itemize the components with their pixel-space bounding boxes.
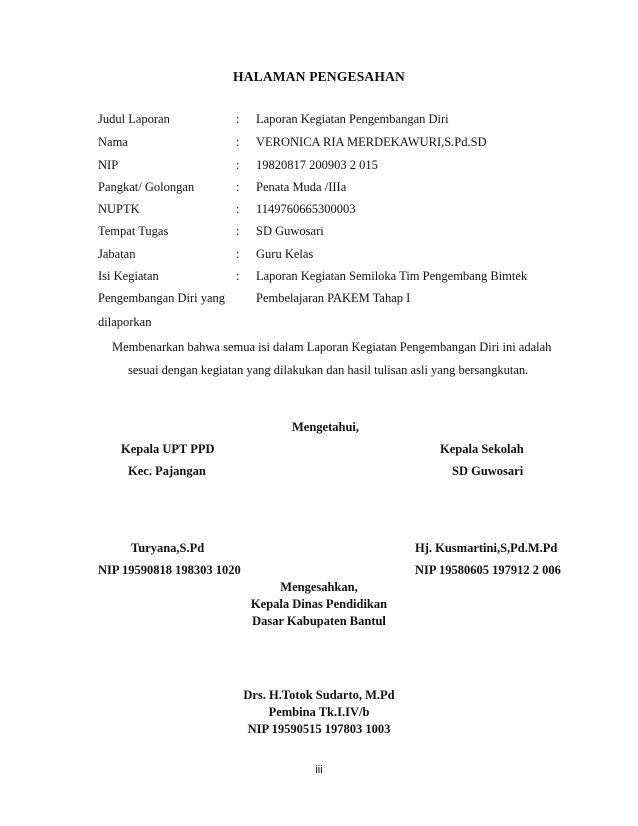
- field-value: Laporan Kegiatan Semiloka Tim Pengembang Bimtek: [256, 269, 528, 283]
- statement-line-2: sesuai dengan kegiatan yang dilakukan dan hasil tulisan asli yang bersangkutan.: [128, 363, 529, 377]
- field-label: dilaporkan: [98, 315, 152, 329]
- field-colon: :: [236, 247, 240, 261]
- field-label: Judul Laporan: [98, 112, 170, 126]
- field-colon: :: [236, 202, 240, 216]
- page-number: iii: [315, 764, 323, 776]
- field-label: Jabatan: [98, 247, 136, 261]
- right-signer-title: Kepala Sekolah: [440, 442, 524, 456]
- field-value: Guru Kelas: [256, 247, 314, 261]
- field-value: VERONICA RIA MERDEKAWURI,S.Pd.SD: [256, 135, 487, 149]
- left-signer-nip: NIP 19590818 198303 1020: [98, 563, 241, 577]
- center-signer-name: Drs. H.Totok Sudarto, M.Pd: [243, 688, 395, 702]
- left-signer-title: Kepala UPT PPD: [121, 442, 215, 456]
- field-value: SD Guwosari: [256, 224, 324, 238]
- field-value: Penata Muda /IIIa: [256, 180, 347, 194]
- field-colon: :: [236, 269, 240, 283]
- field-label: Isi Kegiatan: [98, 269, 159, 283]
- field-value: 1149760665300003: [256, 202, 356, 216]
- mengetahui-label: Mengetahui,: [292, 420, 360, 434]
- right-signer-nip: NIP 19580605 197912 2 006: [415, 563, 561, 577]
- field-value: Pembelajaran PAKEM Tahap I: [256, 291, 411, 305]
- center-signer-office: Dasar Kabupaten Bantul: [252, 614, 386, 628]
- field-colon: :: [236, 224, 240, 238]
- field-colon: :: [236, 158, 240, 172]
- right-signer-name: Hj. Kusmartini,S,Pd.M.Pd: [415, 541, 558, 555]
- statement-line-1: Membenarkan bahwa semua isi dalam Laporan Kegiatan Pengembangan Diri ini adalah: [112, 340, 552, 354]
- left-signer-office: Kec. Pajangan: [128, 464, 206, 478]
- center-signer-nip: NIP 19590515 197803 1003: [247, 722, 391, 736]
- field-label: Pangkat/ Golongan: [98, 180, 195, 194]
- field-colon: :: [236, 180, 240, 194]
- field-label: Nama: [98, 135, 128, 149]
- mengesahkan-label: Mengesahkan,: [280, 580, 358, 594]
- page-title: HALAMAN PENGESAHAN: [233, 69, 405, 84]
- field-colon: :: [236, 135, 240, 149]
- center-signer-title: Kepala Dinas Pendidikan: [250, 597, 388, 611]
- right-signer-office: SD Guwosari: [452, 464, 524, 478]
- field-label: Tempat Tugas: [98, 224, 169, 238]
- field-value: 19820817 200903 2 015: [256, 158, 378, 172]
- center-signer-rank: Pembina Tk.I.IV/b: [268, 705, 370, 719]
- left-signer-name: Turyana,S.Pd: [131, 541, 205, 555]
- field-label: Pengembangan Diri yang: [98, 291, 226, 305]
- field-value: Laporan Kegiatan Pengembangan Diri: [256, 112, 449, 126]
- field-label: NIP: [98, 158, 119, 172]
- field-label: NUPTK: [98, 202, 140, 216]
- field-colon: :: [236, 112, 240, 126]
